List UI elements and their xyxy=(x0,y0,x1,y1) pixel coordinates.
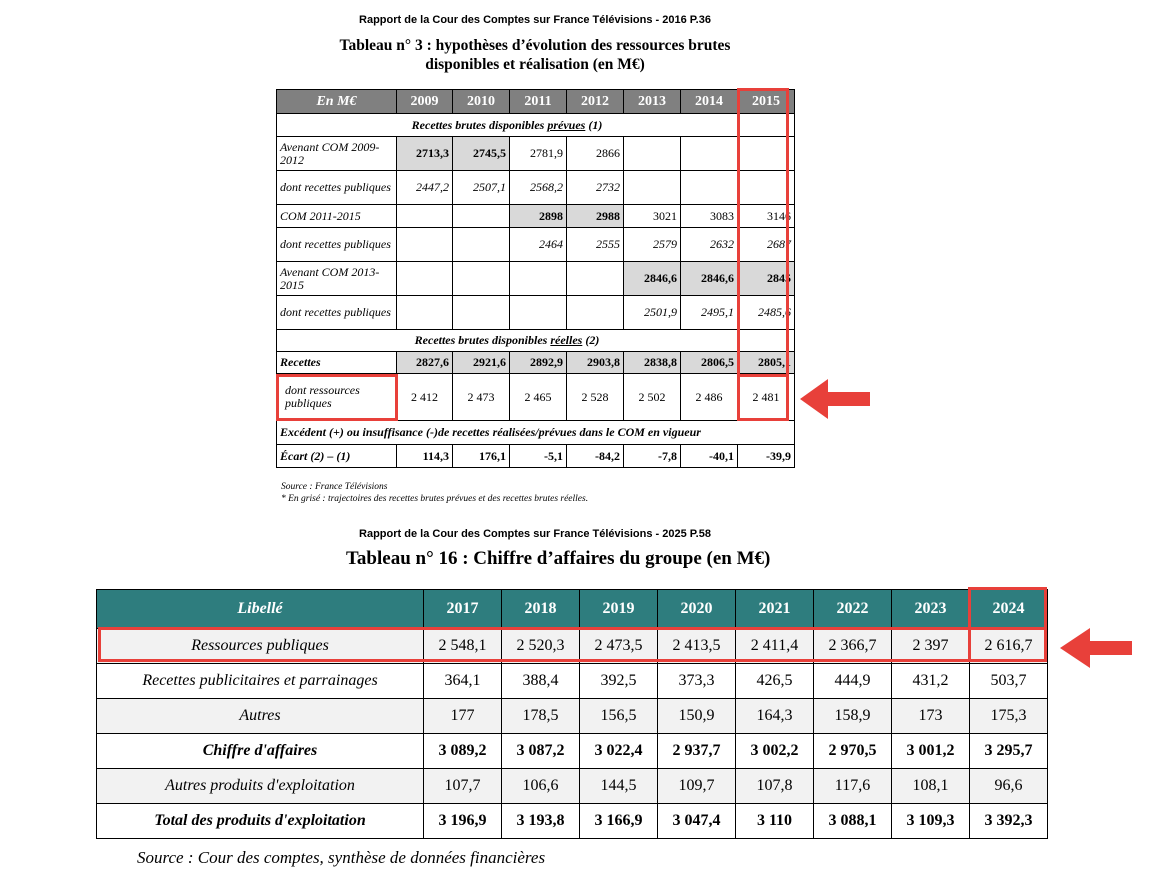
doc1-note: * En grisé : trajectoires des recettes brutes prévues et des recettes brutes réelles. xyxy=(281,494,589,504)
row-label: dont recettes publiques xyxy=(277,296,397,330)
cell: 2568,2 xyxy=(510,171,567,205)
arrow-left-icon xyxy=(1060,626,1134,670)
cell: 2827,6 xyxy=(397,352,453,374)
doc2-header-row xyxy=(97,590,1048,629)
row-label: COM 2011-2015 xyxy=(277,205,397,228)
doc2-row-total xyxy=(97,804,1048,839)
cell: 2892,9 xyxy=(510,352,567,374)
doc1-year: 2009 xyxy=(397,90,453,114)
cell: 156,5 xyxy=(580,699,658,734)
cell: 388,4 xyxy=(502,664,580,699)
cell: 3 166,9 xyxy=(580,804,658,839)
doc2-caption: Rapport de la Cour des Comptes sur France Télévisions - 2025 P.58 xyxy=(359,528,711,540)
cell: 503,7 xyxy=(970,664,1048,699)
doc1-source: Source : France Télévisions xyxy=(281,482,388,492)
cell: 107,8 xyxy=(736,769,814,804)
cell xyxy=(624,171,681,205)
doc1-row-dont-2 xyxy=(277,228,795,262)
row-label: Avenant COM 2009-2012 xyxy=(277,137,397,171)
cell: 373,3 xyxy=(658,664,736,699)
doc1-row-com-2011 xyxy=(277,205,795,228)
cell: 2495,1 xyxy=(681,296,738,330)
doc2-table xyxy=(96,589,1048,839)
doc1-section-prevues-label: Recettes brutes disponibles prévues (1) xyxy=(277,114,738,137)
row-label: Recettes publicitaires et parrainages xyxy=(97,664,424,699)
doc1-year: 2010 xyxy=(453,90,510,114)
cell: 2845 xyxy=(738,262,795,296)
cell: 175,3 xyxy=(970,699,1048,734)
doc2-year: 2018 xyxy=(502,590,580,629)
doc2-title: Tableau n° 16 : Chiffre d’affaires du groupe (en M€) xyxy=(346,548,771,569)
cell: 2 548,1 xyxy=(424,629,502,664)
doc2-row-recettes-pub xyxy=(97,664,1048,699)
cell: 106,6 xyxy=(502,769,580,804)
cell: 3146 xyxy=(738,205,795,228)
cell: 2687 xyxy=(738,228,795,262)
cell: 2732 xyxy=(567,171,624,205)
cell: 2838,8 xyxy=(624,352,681,374)
doc2-row-chiffre-affaires xyxy=(97,734,1048,769)
cell xyxy=(738,171,795,205)
cell xyxy=(397,228,453,262)
cell: 2 616,7 xyxy=(970,629,1048,664)
doc1-corner: En M€ xyxy=(277,90,397,114)
cell: 3 087,2 xyxy=(502,734,580,769)
cell: -40,1 xyxy=(681,445,738,468)
cell: 2 411,4 xyxy=(736,629,814,664)
cell: 392,5 xyxy=(580,664,658,699)
cell: 164,3 xyxy=(736,699,814,734)
doc1-year: 2011 xyxy=(510,90,567,114)
cell: -7,8 xyxy=(624,445,681,468)
doc2-year: 2020 xyxy=(658,590,736,629)
row-label: Recettes xyxy=(277,352,397,374)
cell: 364,1 xyxy=(424,664,502,699)
cell: 2507,1 xyxy=(453,171,510,205)
cell xyxy=(397,205,453,228)
cell: 3 196,9 xyxy=(424,804,502,839)
doc1-row-ressources xyxy=(277,374,795,421)
row-label: dont recettes publiques xyxy=(277,228,397,262)
cell: 2 413,5 xyxy=(658,629,736,664)
cell: 2501,9 xyxy=(624,296,681,330)
cell: 2579 xyxy=(624,228,681,262)
row-label: dont ressources publiques xyxy=(277,374,397,421)
cell: 177 xyxy=(424,699,502,734)
cell: 3 110 xyxy=(736,804,814,839)
cell: -5,1 xyxy=(510,445,567,468)
doc2-year: 2021 xyxy=(736,590,814,629)
row-label: Ressources publiques xyxy=(97,629,424,664)
cell: 117,6 xyxy=(814,769,892,804)
cell: -39,9 xyxy=(738,445,795,468)
doc2-year: 2019 xyxy=(580,590,658,629)
cell: 2 473,5 xyxy=(580,629,658,664)
cell: 2846,6 xyxy=(624,262,681,296)
cell: 3 022,4 xyxy=(580,734,658,769)
doc2-corner: Libellé xyxy=(97,590,424,629)
doc2-year: 2022 xyxy=(814,590,892,629)
row-label: Autres produits d'exploitation xyxy=(97,769,424,804)
cell: 2745,5 xyxy=(453,137,510,171)
cell: 2846,6 xyxy=(681,262,738,296)
cell: 3 193,8 xyxy=(502,804,580,839)
cell: 3 001,2 xyxy=(892,734,970,769)
doc1-year: 2013 xyxy=(624,90,681,114)
cell xyxy=(397,262,453,296)
arrow-left-icon xyxy=(800,377,872,421)
row-label: Avenant COM 2013-2015 xyxy=(277,262,397,296)
doc1-row-dont-1 xyxy=(277,171,795,205)
cell: 96,6 xyxy=(970,769,1048,804)
doc1-year: 2014 xyxy=(681,90,738,114)
cell: 2 502 xyxy=(624,374,681,421)
doc1-title-line2: disponibles et réalisation (en M€) xyxy=(425,55,645,73)
doc1-table xyxy=(276,89,795,468)
cell: 178,5 xyxy=(502,699,580,734)
cell: 144,5 xyxy=(580,769,658,804)
cell xyxy=(567,262,624,296)
cell: 426,5 xyxy=(736,664,814,699)
doc1-row-dont-3 xyxy=(277,296,795,330)
cell: 444,9 xyxy=(814,664,892,699)
cell: 2 937,7 xyxy=(658,734,736,769)
doc2-year: 2023 xyxy=(892,590,970,629)
cell: 2555 xyxy=(567,228,624,262)
doc2-row-autres-produits xyxy=(97,769,1048,804)
cell: 2806,5 xyxy=(681,352,738,374)
cell xyxy=(510,296,567,330)
doc1-notes xyxy=(281,481,588,505)
cell: 2805,1 xyxy=(738,352,795,374)
cell: 2713,3 xyxy=(397,137,453,171)
doc1-row-avenant-2013 xyxy=(277,262,795,296)
cell: 2 970,5 xyxy=(814,734,892,769)
row-label: Autres xyxy=(97,699,424,734)
doc1-row-recettes xyxy=(277,352,795,374)
cell: 2447,2 xyxy=(397,171,453,205)
doc1-year: 2012 xyxy=(567,90,624,114)
cell: 2 397 xyxy=(892,629,970,664)
cell: 2 481 xyxy=(738,374,795,421)
doc2-row-autres xyxy=(97,699,1048,734)
row-label: Total des produits d'exploitation xyxy=(97,804,424,839)
cell: 2898 xyxy=(510,205,567,228)
doc2-year: 2024 xyxy=(970,590,1048,629)
doc1-section-reelles xyxy=(277,330,795,352)
cell: 3 392,3 xyxy=(970,804,1048,839)
cell xyxy=(567,296,624,330)
row-label: Chiffre d'affaires xyxy=(97,734,424,769)
doc1-section-prevues xyxy=(277,114,795,137)
cell: 3 089,2 xyxy=(424,734,502,769)
doc1-title xyxy=(276,37,794,74)
doc1-row-ecart xyxy=(277,445,795,468)
cell xyxy=(453,205,510,228)
cell xyxy=(453,296,510,330)
row-label: Écart (2) – (1) xyxy=(277,445,397,468)
cell xyxy=(681,137,738,171)
cell xyxy=(681,171,738,205)
cell: 3 109,3 xyxy=(892,804,970,839)
doc1-header-row xyxy=(277,90,795,114)
cell xyxy=(738,137,795,171)
cell: 2 465 xyxy=(510,374,567,421)
doc1-row-avenant-2009 xyxy=(277,137,795,171)
doc2-year: 2017 xyxy=(424,590,502,629)
cell: 3 295,7 xyxy=(970,734,1048,769)
doc1-row-excedent xyxy=(277,421,795,445)
cell xyxy=(397,296,453,330)
cell: 150,9 xyxy=(658,699,736,734)
cell: 2 366,7 xyxy=(814,629,892,664)
cell: 109,7 xyxy=(658,769,736,804)
cell: 173 xyxy=(892,699,970,734)
cell: 3 047,4 xyxy=(658,804,736,839)
cell: 3021 xyxy=(624,205,681,228)
cell: 3 088,1 xyxy=(814,804,892,839)
doc1-year: 2015 xyxy=(738,90,795,114)
cell xyxy=(510,262,567,296)
doc1-excedent-label: Excédent (+) ou insuffisance (-)de recettes réalisées/prévues dans le COM en vigueur xyxy=(277,421,795,445)
cell: 2866 xyxy=(567,137,624,171)
cell: 431,2 xyxy=(892,664,970,699)
doc2-source: Source : Cour des comptes, synthèse de données financières xyxy=(137,848,546,867)
cell xyxy=(453,262,510,296)
cell: 158,9 xyxy=(814,699,892,734)
cell: 2988 xyxy=(567,205,624,228)
doc1-title-line1: Tableau n° 3 : hypothèses d’évolution des ressources brutes xyxy=(339,37,731,54)
cell: 114,3 xyxy=(397,445,453,468)
cell: 108,1 xyxy=(892,769,970,804)
cell: 2 486 xyxy=(681,374,738,421)
cell: 3083 xyxy=(681,205,738,228)
doc1-caption: Rapport de la Cour des Comptes sur France Télévisions - 2016 P.36 xyxy=(359,14,711,26)
cell: 2464 xyxy=(510,228,567,262)
cell xyxy=(453,228,510,262)
cell: 2 412 xyxy=(397,374,453,421)
doc2-row-ressources-publiques xyxy=(97,629,1048,664)
doc1-section-reelles-label: Recettes brutes disponibles réelles (2) xyxy=(277,330,738,352)
cell: 2903,8 xyxy=(567,352,624,374)
cell: 2632 xyxy=(681,228,738,262)
cell: 2 528 xyxy=(567,374,624,421)
cell: 2 473 xyxy=(453,374,510,421)
cell: 2485,6 xyxy=(738,296,795,330)
cell: 2 520,3 xyxy=(502,629,580,664)
row-label: dont recettes publiques xyxy=(277,171,397,205)
cell: 3 002,2 xyxy=(736,734,814,769)
cell: 2781,9 xyxy=(510,137,567,171)
cell: 2921,6 xyxy=(453,352,510,374)
cell xyxy=(624,137,681,171)
cell: 107,7 xyxy=(424,769,502,804)
cell: 176,1 xyxy=(453,445,510,468)
cell: -84,2 xyxy=(567,445,624,468)
